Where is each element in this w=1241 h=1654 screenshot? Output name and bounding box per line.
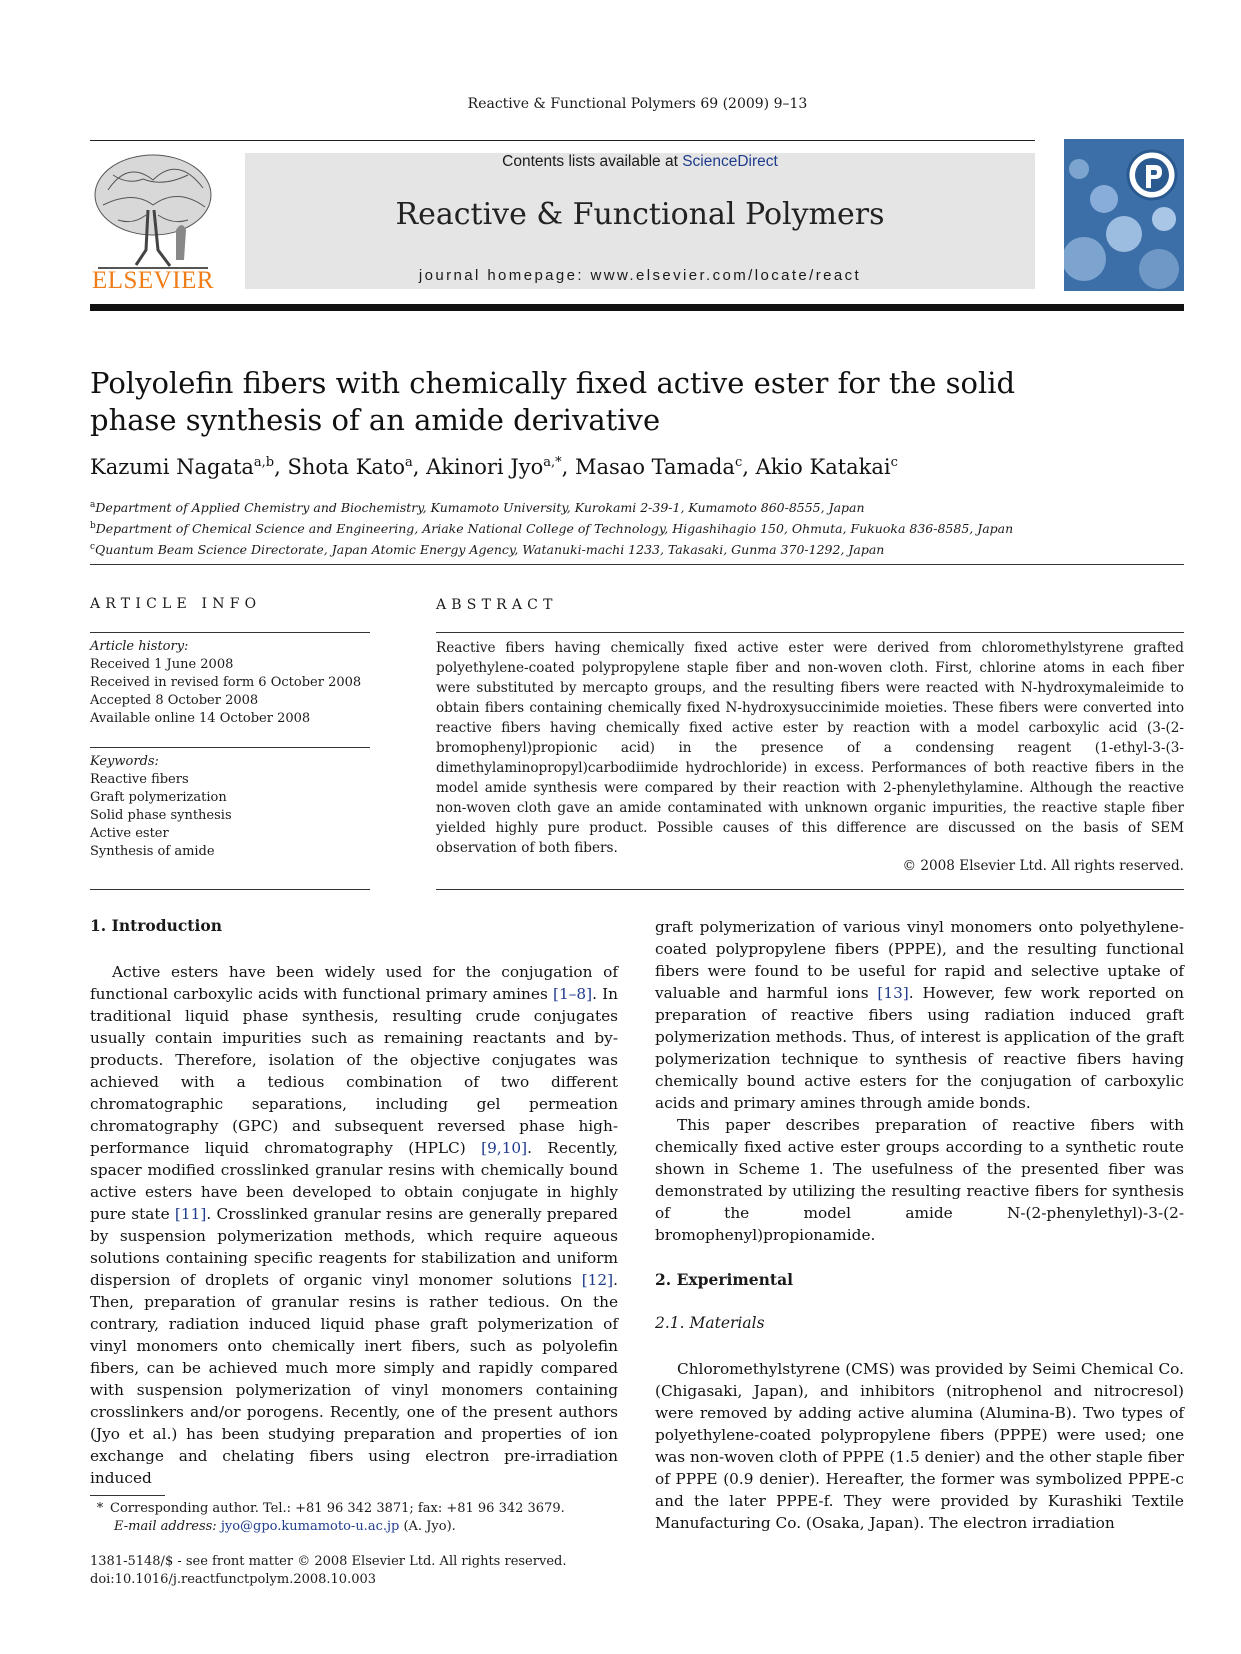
article-info-rule xyxy=(90,747,370,748)
section-rule xyxy=(90,564,1184,565)
journal-cover-icon xyxy=(1064,139,1184,291)
history-label: Article history: xyxy=(90,639,189,654)
affiliation: $^c$Quantum Beam Science Directorate, Japan Atomic Energy Agency, Watanuki-machi 1233, Takasaki, Gunma 370-1292, Japan xyxy=(90,542,885,558)
issn-line: 1381-5148/$ - see front matter © 2008 Elsevier Ltd. All rights reserved. xyxy=(90,1554,567,1569)
journal-homepage[interactable]: journal homepage: www.elsevier.com/locate/react xyxy=(418,267,862,284)
citation-link[interactable]: [1–8] xyxy=(553,985,593,1003)
abstract-text: Reactive fibers having chemically fixed active ester were derived from chloromethylstyrene grafted polyethylene-coated polypropylene staple fiber and non-woven cloth. First, chlorine atoms in each fiber were substituted by mercapto groups, and the resulting fibers were reacted with N-hydroxymaleimide to obtain fibers containing chemically fixed N-hydroxysuccinimide moieties. These fibers were converted into reactive fibers having chemically fixed active ester by reaction with a model carboxylic acid (3-(2-bromophenyl)propionic acid) in the presence of a condensing reagent (1-ethyl-3-(3-dimethylaminopropyl)carbodiimide hydrochloride) in excess. Performances of both reactive fibers in the model amide synthesis were compared by their reaction with 2-phenylethylamine. Although the reactive non-woven cloth gave an amide contaminated with unknown organic impurities, the reactive staple fiber yielded highly pure product. Possible causes of this difference are discussed on the basis of SEM observation of both fibers. xyxy=(436,640,1184,856)
affiliation: $^a$Department of Applied Chemistry and Biochemistry, Kumamoto University, Kurokami 2-39-1, Kumamoto 860-8555, Japan xyxy=(90,500,865,516)
keywords xyxy=(90,753,375,861)
doi-line[interactable]: doi:10.1016/j.reactfunctpolym.2008.10.003 xyxy=(90,1572,377,1587)
affiliation: $^b$Department of Chemical Science and Engineering, Ariake National College of Technology, Higashihagio 150, Ohmuta, Fukuoka 836-8585, Japan xyxy=(90,521,1014,537)
journal-name: Reactive & Functional Polymers xyxy=(395,197,885,232)
keyword: Graft polymerization xyxy=(90,790,227,805)
author: Shota Kato$^a$, xyxy=(287,455,427,479)
email-link[interactable]: jyo@gpo.kumamoto-u.ac.jp xyxy=(220,1519,400,1534)
keyword: Solid phase synthesis xyxy=(90,808,232,823)
section-heading-experimental: 2. Experimental xyxy=(655,1270,794,1289)
history-item: Received 1 June 2008 xyxy=(90,657,234,672)
history-item: Received in revised form 6 October 2008 xyxy=(90,675,362,690)
keyword: Synthesis of amide xyxy=(90,844,215,859)
contents-prefix: Contents lists available at xyxy=(502,153,683,170)
article-info-heading: ARTICLE INFO xyxy=(90,596,262,612)
author: Akinori Jyo$^{a,*}$, xyxy=(426,455,575,479)
author: Masao Tamada$^c$, xyxy=(575,455,756,479)
citation-link[interactable]: [11] xyxy=(174,1205,207,1223)
footnote-marker: * xyxy=(96,1501,104,1516)
affiliations xyxy=(90,496,1180,559)
citation-link[interactable]: [13] xyxy=(877,984,909,1002)
keywords-label: Keywords: xyxy=(90,754,159,769)
intro-paragraph: Active esters have been widely used for the conjugation of functional carboxylic acids with functional primary amines [1–8]. In traditional liquid phase synthesis, resulting crude conjugates usually contain impurities such as remaining reactants and by-products. Therefore, isolation of the objective conjugates was achieved with a tedious combination of two different chromatographic separations, including gel permeation chromatography (GPC) and subsequent reversed phase high-performance liquid chromatography (HPLC) [9,10]. Recently, spacer modified crosslinked granular resins with chemically bound active esters have been developed to obtain conjugate in highly pure state [11]. Crosslinked granular resins are generally prepared by suspension polymerization methods, which require aqueous solutions containing specific reagents for stabilization and uniform dispersion of droplets of organic vinyl monomer solutions [12]. Then, preparation of granular resins is rather tedious. On the contrary, radiation induced liquid phase graft polymerization of vinyl monomers onto chemically inert fibers, such as polyolefin fibers, can be achieved much more simply and rapidly compared with suspension polymerization of vinyl monomers containing crosslinkers and/or porogens. Recently, one of the present authors (Jyo et al.) has been studying preparation and properties of ion exchange and chelating fibers using electron pre-irradiation induced xyxy=(90,963,618,1487)
running-head: Reactive & Functional Polymers 69 (2009) 9–13 xyxy=(467,96,808,112)
intro-continued: graft polymerization of various vinyl monomers onto polyethylene-coated polypropylene fibers (PPPE), and the resulting functional fibers were found to be useful for rapid and selective uptake of valuable and harmful ions [13]. However, few work reported on preparation of reactive fibers using radiation induced graft polymerization methods. Thus, of interest is application of the graft polymerization technique to synthesis of reactive fibers having chemically bound active esters for the conjugation of carboxylic acids and primary amines through amide bonds. This paper describes preparation of reactive fibers with chemically fixed active ester groups according to a synthetic route shown in Scheme 1. The usefulness of the presented fiber was demonstrated by utilizing the resulting reactive fibers for synthesis of the model amide N-(2-phenylethyl)-3-(2-bromophenyl)propionamide. xyxy=(655,918,1185,1244)
keyword: Reactive fibers xyxy=(90,772,189,787)
copyright: © 2008 Elsevier Ltd. All rights reserved. xyxy=(902,858,1184,874)
author: Akio Katakai$^c$ xyxy=(755,455,898,479)
subsection-heading-materials: 2.1. Materials xyxy=(655,1314,765,1332)
intro-paragraph: This paper describes preparation of reactive fibers with chemically fixed active ester groups according to a synthetic route shown in Scheme 1. The usefulness of the presented fiber was demonstrated by utilizing the resulting reactive fibers for synthesis of the model amide N-(2-phenylethyl)-3-(2-bromophenyl)propionamide. xyxy=(655,1116,1184,1244)
abstract-heading: ABSTRACT xyxy=(436,597,558,613)
corresponding-author-footnote: * Corresponding author. Tel.: +81 96 342 3871; fax: +81 96 342 3679. E-mail address: jyo@gpo.kumamoto-u.ac.jp (A. Jyo). xyxy=(90,1500,650,1536)
citation-link[interactable]: [9,10] xyxy=(481,1139,528,1157)
header-rule xyxy=(90,140,1035,141)
history-item: Available online 14 October 2008 xyxy=(90,711,311,726)
citation-link[interactable]: [12] xyxy=(581,1271,614,1289)
front-matter xyxy=(90,1553,650,1589)
history-item: Accepted 8 October 2008 xyxy=(90,693,259,708)
contents-line xyxy=(245,153,1035,171)
publisher-wordmark: ELSEVIER xyxy=(91,267,215,294)
article-title: Polyolefin fibers with chemically fixed active ester for the solid phase synthesis of an amide derivative xyxy=(90,366,1016,437)
article-info-rule xyxy=(90,632,370,633)
footnote-rule xyxy=(90,1495,165,1496)
sciencedirect-link[interactable]: ScienceDirect xyxy=(682,153,778,170)
section-heading-introduction: 1. Introduction xyxy=(90,916,222,935)
author: Kazumi Nagata$^{a,b}$, xyxy=(90,455,288,479)
author-list xyxy=(90,455,1090,479)
keyword: Active ester xyxy=(90,826,169,841)
article-history xyxy=(90,638,375,728)
header-thick-rule xyxy=(90,304,1184,311)
journal-masthead xyxy=(245,153,1035,289)
abstract-rule xyxy=(436,889,1184,890)
article-info-rule xyxy=(90,889,370,890)
materials-paragraph: Chloromethylstyrene (CMS) was provided by Seimi Chemical Co. (Chigasaki, Japan), and inhibitors (nitrophenol and nitrocresol) were removed by adding active alumina (Alumina-B). Two types of polyethylene-coated polypropylene fibers (PPPE) were used; one was non-woven cloth of PPPE (1.5 denier) and the other staple fiber of PPPE (0.9 denier). Hereafter, the former was symbolized PPPE-c and the later PPPE-f. They were provided by Kurashiki Textile Manufacturing Co. (Osaka, Japan). The electron irradiation xyxy=(655,1360,1184,1532)
abstract-rule xyxy=(436,632,1184,633)
